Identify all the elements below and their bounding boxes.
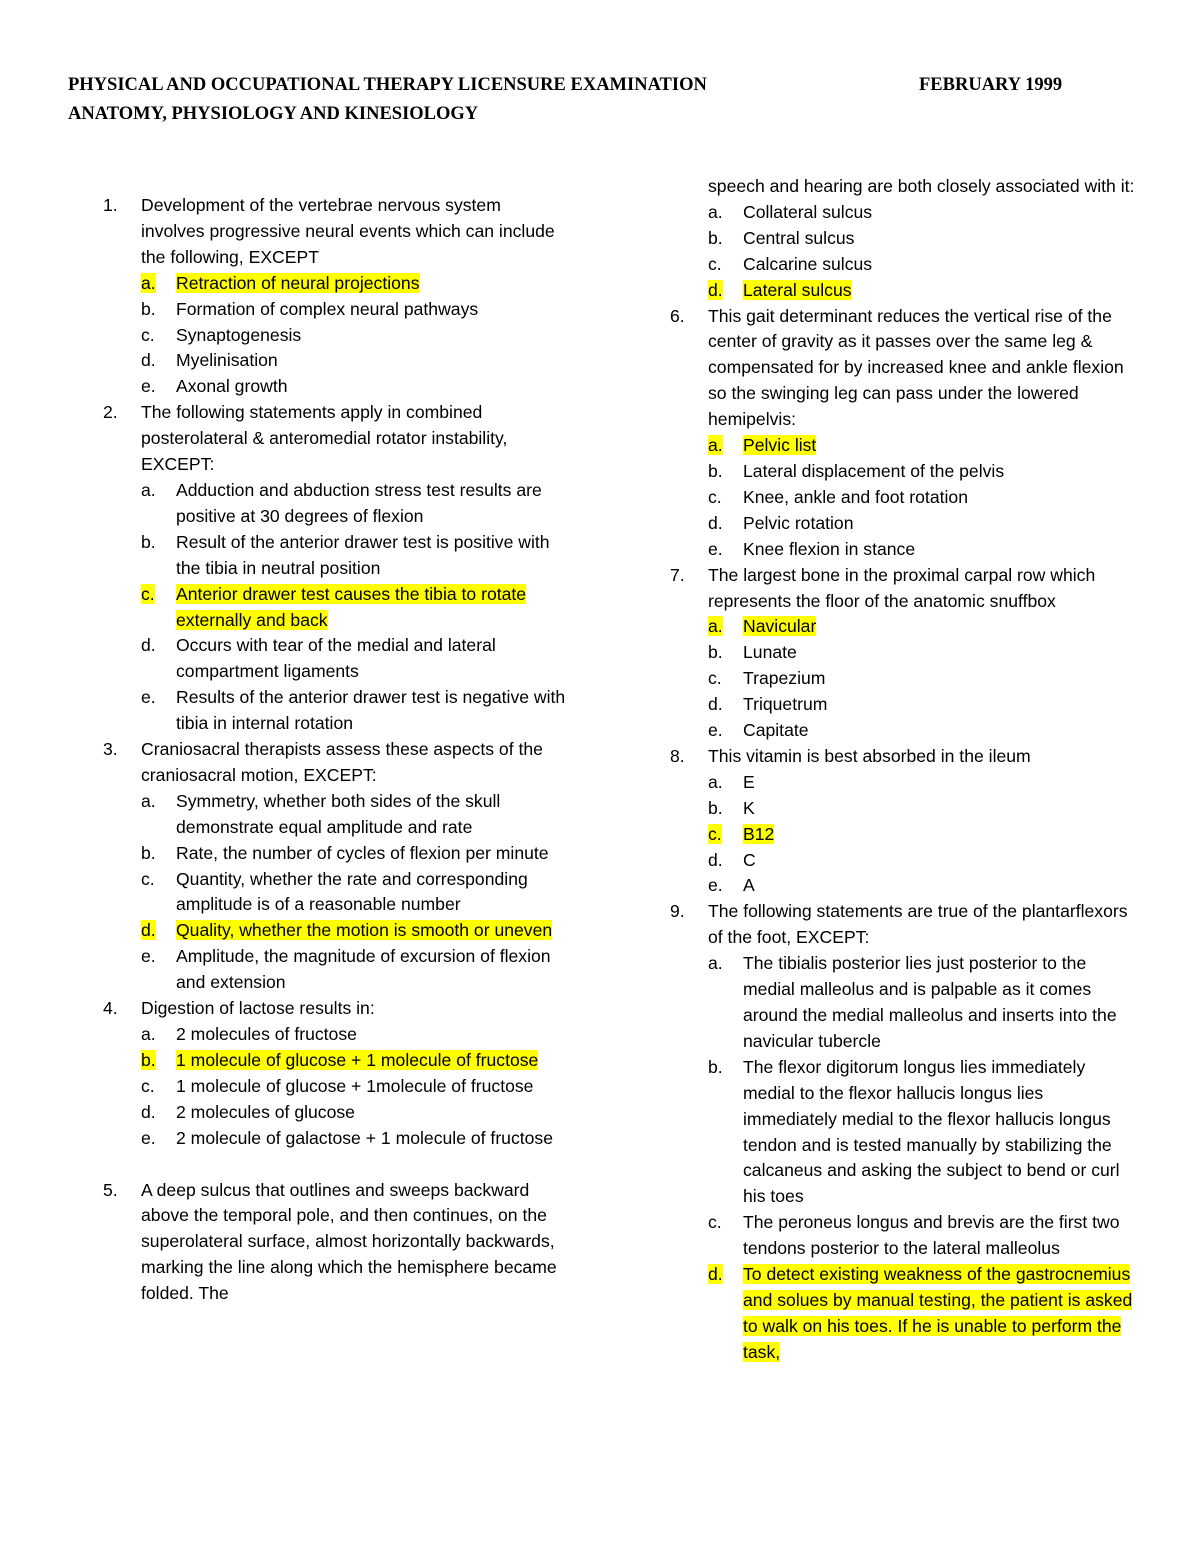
page-header [68,71,707,129]
question-block [670,563,1140,744]
option-letter-text: a. [141,1024,156,1044]
option-letter-text: a. [141,272,156,293]
option-letter [141,297,176,323]
option-letter [708,252,743,278]
option-letter [141,271,176,297]
option-text [743,485,1140,511]
option-text [743,278,1140,304]
question-block [670,744,1140,899]
option-text [743,1210,1140,1262]
question-number: 2. [103,402,118,423]
left-column [103,193,568,1307]
answer-option [141,374,568,400]
option-letter-text: b. [708,1056,723,1077]
question-number: 1. [103,195,118,215]
option-letter [141,1022,176,1048]
answer-option [708,1055,1140,1210]
option-letter-text: d. [141,920,156,941]
option-letter-text: d. [708,512,723,533]
right-column [670,174,1140,1366]
answer-option-highlighted [708,1262,1140,1366]
option-text-content: 2 molecules of glucose [176,1101,355,1122]
question-text: This gait determinant reduces the vertical rise of the center of gravity as it passes over the same leg & compensated for by increased knee and ankle flexion so the swinging leg can pass under the lowered hemipelvis: [708,305,1124,430]
option-text-content: Central sulcus [743,227,855,248]
option-letter-text: b. [141,842,156,863]
answer-option [141,478,568,530]
option-text-content: 2 molecule of galactose + 1 molecule of fructose [176,1127,554,1148]
question-text: A deep sulcus that outlines and sweeps backward above the temporal pole, and then continues, on the superolateral surface, almost horizontally backwards, marking the line along which the hemisphere became folded. The [141,1179,557,1304]
answer-option [141,1100,568,1126]
option-text [743,433,1140,459]
option-text [176,297,568,323]
option-letter [141,685,176,737]
option-text [743,537,1140,563]
option-letter-text: e. [708,538,723,559]
question [103,996,568,1022]
question-number: 5. [103,1179,118,1200]
option-text [743,666,1140,692]
option-letter-text: a. [708,435,723,456]
option-letter-text: c. [708,823,722,844]
option-letter-text: a. [708,616,723,637]
option-letter-text: d. [141,635,156,656]
option-text [176,582,568,634]
option-text [743,200,1140,226]
exam-subject: ANATOMY, PHYSIOLOGY AND KINESIOLOGY [68,104,479,124]
question-text: speech and hearing are both closely associated with it: [708,176,1135,196]
option-letter [141,1074,176,1100]
option-letter-text: d. [708,1264,723,1285]
option-text-content: A [743,875,755,896]
option-letter [708,511,743,537]
option-letter [708,537,743,563]
option-text-content: Result of the anterior drawer test is positive with the tibia in neutral position [176,531,550,578]
option-letter-text: e. [141,1127,156,1148]
option-text [176,944,568,996]
option-letter-text: d. [141,350,156,371]
option-text-content: E [743,771,755,792]
option-letter-text: b. [708,460,723,481]
option-letter [708,848,743,874]
answer-option-highlighted [141,1048,568,1074]
option-letter [708,1262,743,1366]
option-text-content: Amplitude, the magnitude of excursion of flexion and extension [176,946,551,993]
exam-date: FEBRUARY 1999 [919,75,1063,95]
option-letter [708,1055,743,1210]
answer-option [141,297,568,323]
option-text [176,1074,568,1100]
option-text [743,1055,1140,1210]
option-text-content: Capitate [743,720,809,741]
option-text-content: Trapezium [743,668,826,689]
option-letter [708,459,743,485]
option-letter [708,200,743,226]
answer-option [708,796,1140,822]
option-text-content: Adduction and abduction stress test results are positive at 30 degrees of flexion [176,479,542,526]
answer-option [141,348,568,374]
option-letter-text: a. [141,479,156,500]
option-text-content: Anterior drawer test causes the tibia to rotate externally and back [176,583,527,630]
option-text [743,226,1140,252]
option-letter-text: e. [141,376,156,397]
option-letter-text: e. [708,875,723,896]
option-text-content: Symmetry, whether both sides of the skull demonstrate equal amplitude and rate [176,790,501,837]
option-letter [141,867,176,919]
option-letter-text: b. [141,1049,156,1070]
option-text [176,530,568,582]
option-letter [708,226,743,252]
answer-option [708,1210,1140,1262]
option-text [176,685,568,737]
option-text-content: Knee flexion in stance [743,538,916,559]
answer-option [141,530,568,582]
question-number: 3. [103,739,118,760]
option-letter [141,374,176,400]
option-letter [708,640,743,666]
question-block [103,737,568,996]
question-text: The largest bone in the proximal carpal row which represents the floor of the anatomic snuffbox [708,564,1096,611]
option-text [743,692,1140,718]
option-text-content: Synaptogenesis [176,324,302,345]
answer-option [708,718,1140,744]
option-letter-text: e. [141,946,156,967]
option-letter-text: e. [141,687,156,708]
option-letter-text: c. [708,486,722,507]
option-text [176,1048,568,1074]
answer-option [708,200,1140,226]
option-letter [708,692,743,718]
option-text [176,1126,568,1152]
answer-option [708,692,1140,718]
option-text [176,478,568,530]
option-letter [141,348,176,374]
option-letter-text: a. [708,953,723,974]
option-text-content: Rate, the number of cycles of flexion per minute [176,842,549,863]
option-letter-text: c. [708,668,722,689]
answer-option [141,323,568,349]
answer-option-highlighted [708,278,1140,304]
option-text-content: Navicular [743,616,817,637]
question-block [103,1178,568,1308]
option-text-content: K [743,797,755,818]
option-letter-text: d. [708,849,723,870]
answer-option [708,848,1140,874]
answer-option [141,944,568,996]
option-text [176,1022,568,1048]
option-text [176,789,568,841]
option-letter [141,633,176,685]
option-letter [708,485,743,511]
option-letter [708,1210,743,1262]
option-text-content: Pelvic list [743,435,817,456]
question-text: Development of the vertebrae nervous system involves progressive neural events which can include the following, EXCEPT [141,195,555,267]
option-text [743,614,1140,640]
answer-option [141,1126,568,1152]
option-letter-text: d. [708,694,723,715]
question-block [670,899,1140,1365]
option-letter [708,822,743,848]
option-text-content: Pelvic rotation [743,512,854,533]
option-text-content: 2 molecules of fructose [176,1024,357,1044]
option-text-content: The flexor digitorum longus lies immediately medial to the flexor hallucis longus lies immediately medial to the flexor hallucis longus tendon and is tested manually by stabilizing the calcaneus and asking the subject to bend or curl his toes [743,1056,1120,1207]
option-text [743,252,1140,278]
option-text-content: Axonal growth [176,376,288,397]
option-text-content: 1 molecule of glucose + 1 molecule of fructose [176,1049,539,1070]
option-text-content: Knee, ankle and foot rotation [743,486,968,507]
answer-option-highlighted [141,271,568,297]
answer-option [708,873,1140,899]
question-text: This vitamin is best absorbed in the ileum [708,745,1031,766]
question-text: Digestion of lactose results in: [141,998,375,1019]
option-text [176,374,568,400]
answer-option [141,867,568,919]
question-number: 4. [103,998,118,1019]
option-text-content: Collateral sulcus [743,201,873,222]
option-text-content: Lateral sulcus [743,279,852,300]
right-questions [670,304,1140,1366]
spacer [103,1152,568,1178]
option-text [743,873,1140,899]
option-text-content: 1 molecule of glucose + 1molecule of fructose [176,1075,534,1096]
option-letter [141,789,176,841]
option-text [176,348,568,374]
option-letter [708,433,743,459]
option-letter-text: b. [708,642,723,663]
answer-option [708,666,1140,692]
option-letter-text: a. [141,790,156,811]
option-letter [141,944,176,996]
option-text [743,796,1140,822]
option-letter-text: c. [141,1075,155,1096]
option-letter-text: a. [708,201,723,222]
question [103,737,568,789]
question-block [103,996,568,1151]
option-letter-text: d. [141,1101,156,1122]
option-text [743,718,1140,744]
answer-option [708,511,1140,537]
question-text: The following statements apply in combined posterolateral & anteromedial rotator instability, EXCEPT: [141,402,508,475]
option-letter [708,666,743,692]
question-text: Craniosacral therapists assess these aspects of the craniosacral motion, EXCEPT: [141,739,543,785]
question [103,193,568,271]
option-text-content: To detect existing weakness of the gastrocnemius and solues by manual testing, the patient is asked to walk on his toes. If he is unable to perform the task, [743,1264,1133,1362]
answer-option [141,841,568,867]
option-text-content: Occurs with tear of the medial and lateral compartment ligaments [176,635,496,682]
option-letter [141,323,176,349]
option-text [176,1100,568,1126]
option-letter [141,1100,176,1126]
option-text [176,271,568,297]
option-text [743,640,1140,666]
option-text-content: C [743,849,756,870]
option-letter-text: c. [141,868,155,889]
option-text-content: Lunate [743,642,797,663]
question-5-options [670,200,1140,304]
option-text [176,867,568,919]
answer-option [141,633,568,685]
option-text [743,511,1140,537]
option-letter [141,1126,176,1152]
question-text: The following statements are true of the plantarflexors of the foot, EXCEPT: [708,901,1128,948]
answer-option [141,685,568,737]
option-letter [141,918,176,944]
option-letter-text: b. [141,531,156,552]
answer-option [708,459,1140,485]
option-letter-text: c. [141,583,155,604]
answer-option-highlighted [141,918,568,944]
option-letter-text: b. [141,298,156,319]
answer-option [708,770,1140,796]
option-text-content: The tibialis posterior lies just posterior to the medial malleolus and is palpable as it comes around the medial malleolus and inserts into the navicular tubercle [743,953,1117,1051]
option-text [743,459,1140,485]
option-letter-text: b. [708,227,723,248]
option-text-content: The peroneus longus and brevis are the first two tendons posterior to the lateral malleolus [743,1212,1120,1259]
option-letter [141,841,176,867]
option-letter [708,278,743,304]
option-text [743,770,1140,796]
answer-option-highlighted [141,582,568,634]
answer-option [708,640,1140,666]
question-number: 6. [670,305,685,326]
answer-option-highlighted [708,614,1140,640]
question-block [103,193,568,400]
option-letter-text: c. [708,1212,722,1233]
option-letter [708,718,743,744]
question [670,744,1140,770]
option-text-content: Calcarine sulcus [743,253,873,274]
option-letter-text: e. [708,720,723,741]
answer-option [708,252,1140,278]
option-text-content: Lateral displacement of the pelvis [743,460,1005,481]
option-text [176,323,568,349]
question [670,563,1140,615]
option-text [176,633,568,685]
option-text-content: Retraction of neural projections [176,272,420,293]
answer-option [708,226,1140,252]
question-number: 7. [670,564,685,585]
option-text-content: Formation of complex neural pathways [176,298,479,319]
question [103,1178,568,1308]
option-letter [141,582,176,634]
option-letter [141,1048,176,1074]
answer-option [708,951,1140,1055]
question-block [670,304,1140,563]
answer-option [141,1022,568,1048]
question-number: 8. [670,745,685,766]
option-text [176,918,568,944]
option-text [176,841,568,867]
option-text-content: B12 [743,823,775,844]
option-letter [708,614,743,640]
option-text [743,848,1140,874]
option-text-content: Myelinisation [176,350,278,371]
question-5-continuation [708,174,1140,200]
answer-option [708,485,1140,511]
option-letter [708,770,743,796]
option-letter [708,873,743,899]
option-letter [708,796,743,822]
option-text [743,1262,1140,1366]
answer-option [708,537,1140,563]
answer-option-highlighted [708,822,1140,848]
option-letter-text: c. [141,324,155,345]
option-text-content: Quantity, whether the rate and corresponding amplitude is of a reasonable number [176,868,528,915]
option-letter-text: a. [708,771,723,792]
exam-title: PHYSICAL AND OCCUPATIONAL THERAPY LICENSURE EXAMINATION [68,75,707,95]
option-letter-text: b. [708,797,723,818]
option-text-content: Results of the anterior drawer test is negative with tibia in internal rotation [176,687,566,734]
option-text-content: Quality, whether the motion is smooth or uneven [176,920,553,941]
question-number: 9. [670,901,685,922]
answer-option [141,789,568,841]
option-letter [708,951,743,1055]
option-text [743,951,1140,1055]
question [670,304,1140,434]
option-letter-text: d. [708,279,723,300]
option-text [743,822,1140,848]
option-text-content: Triquetrum [743,694,828,715]
question-block [103,400,568,737]
answer-option [141,1074,568,1100]
option-letter-text: c. [708,253,722,274]
question [103,400,568,478]
option-letter [141,478,176,530]
question [670,899,1140,951]
answer-option-highlighted [708,433,1140,459]
option-letter [141,530,176,582]
